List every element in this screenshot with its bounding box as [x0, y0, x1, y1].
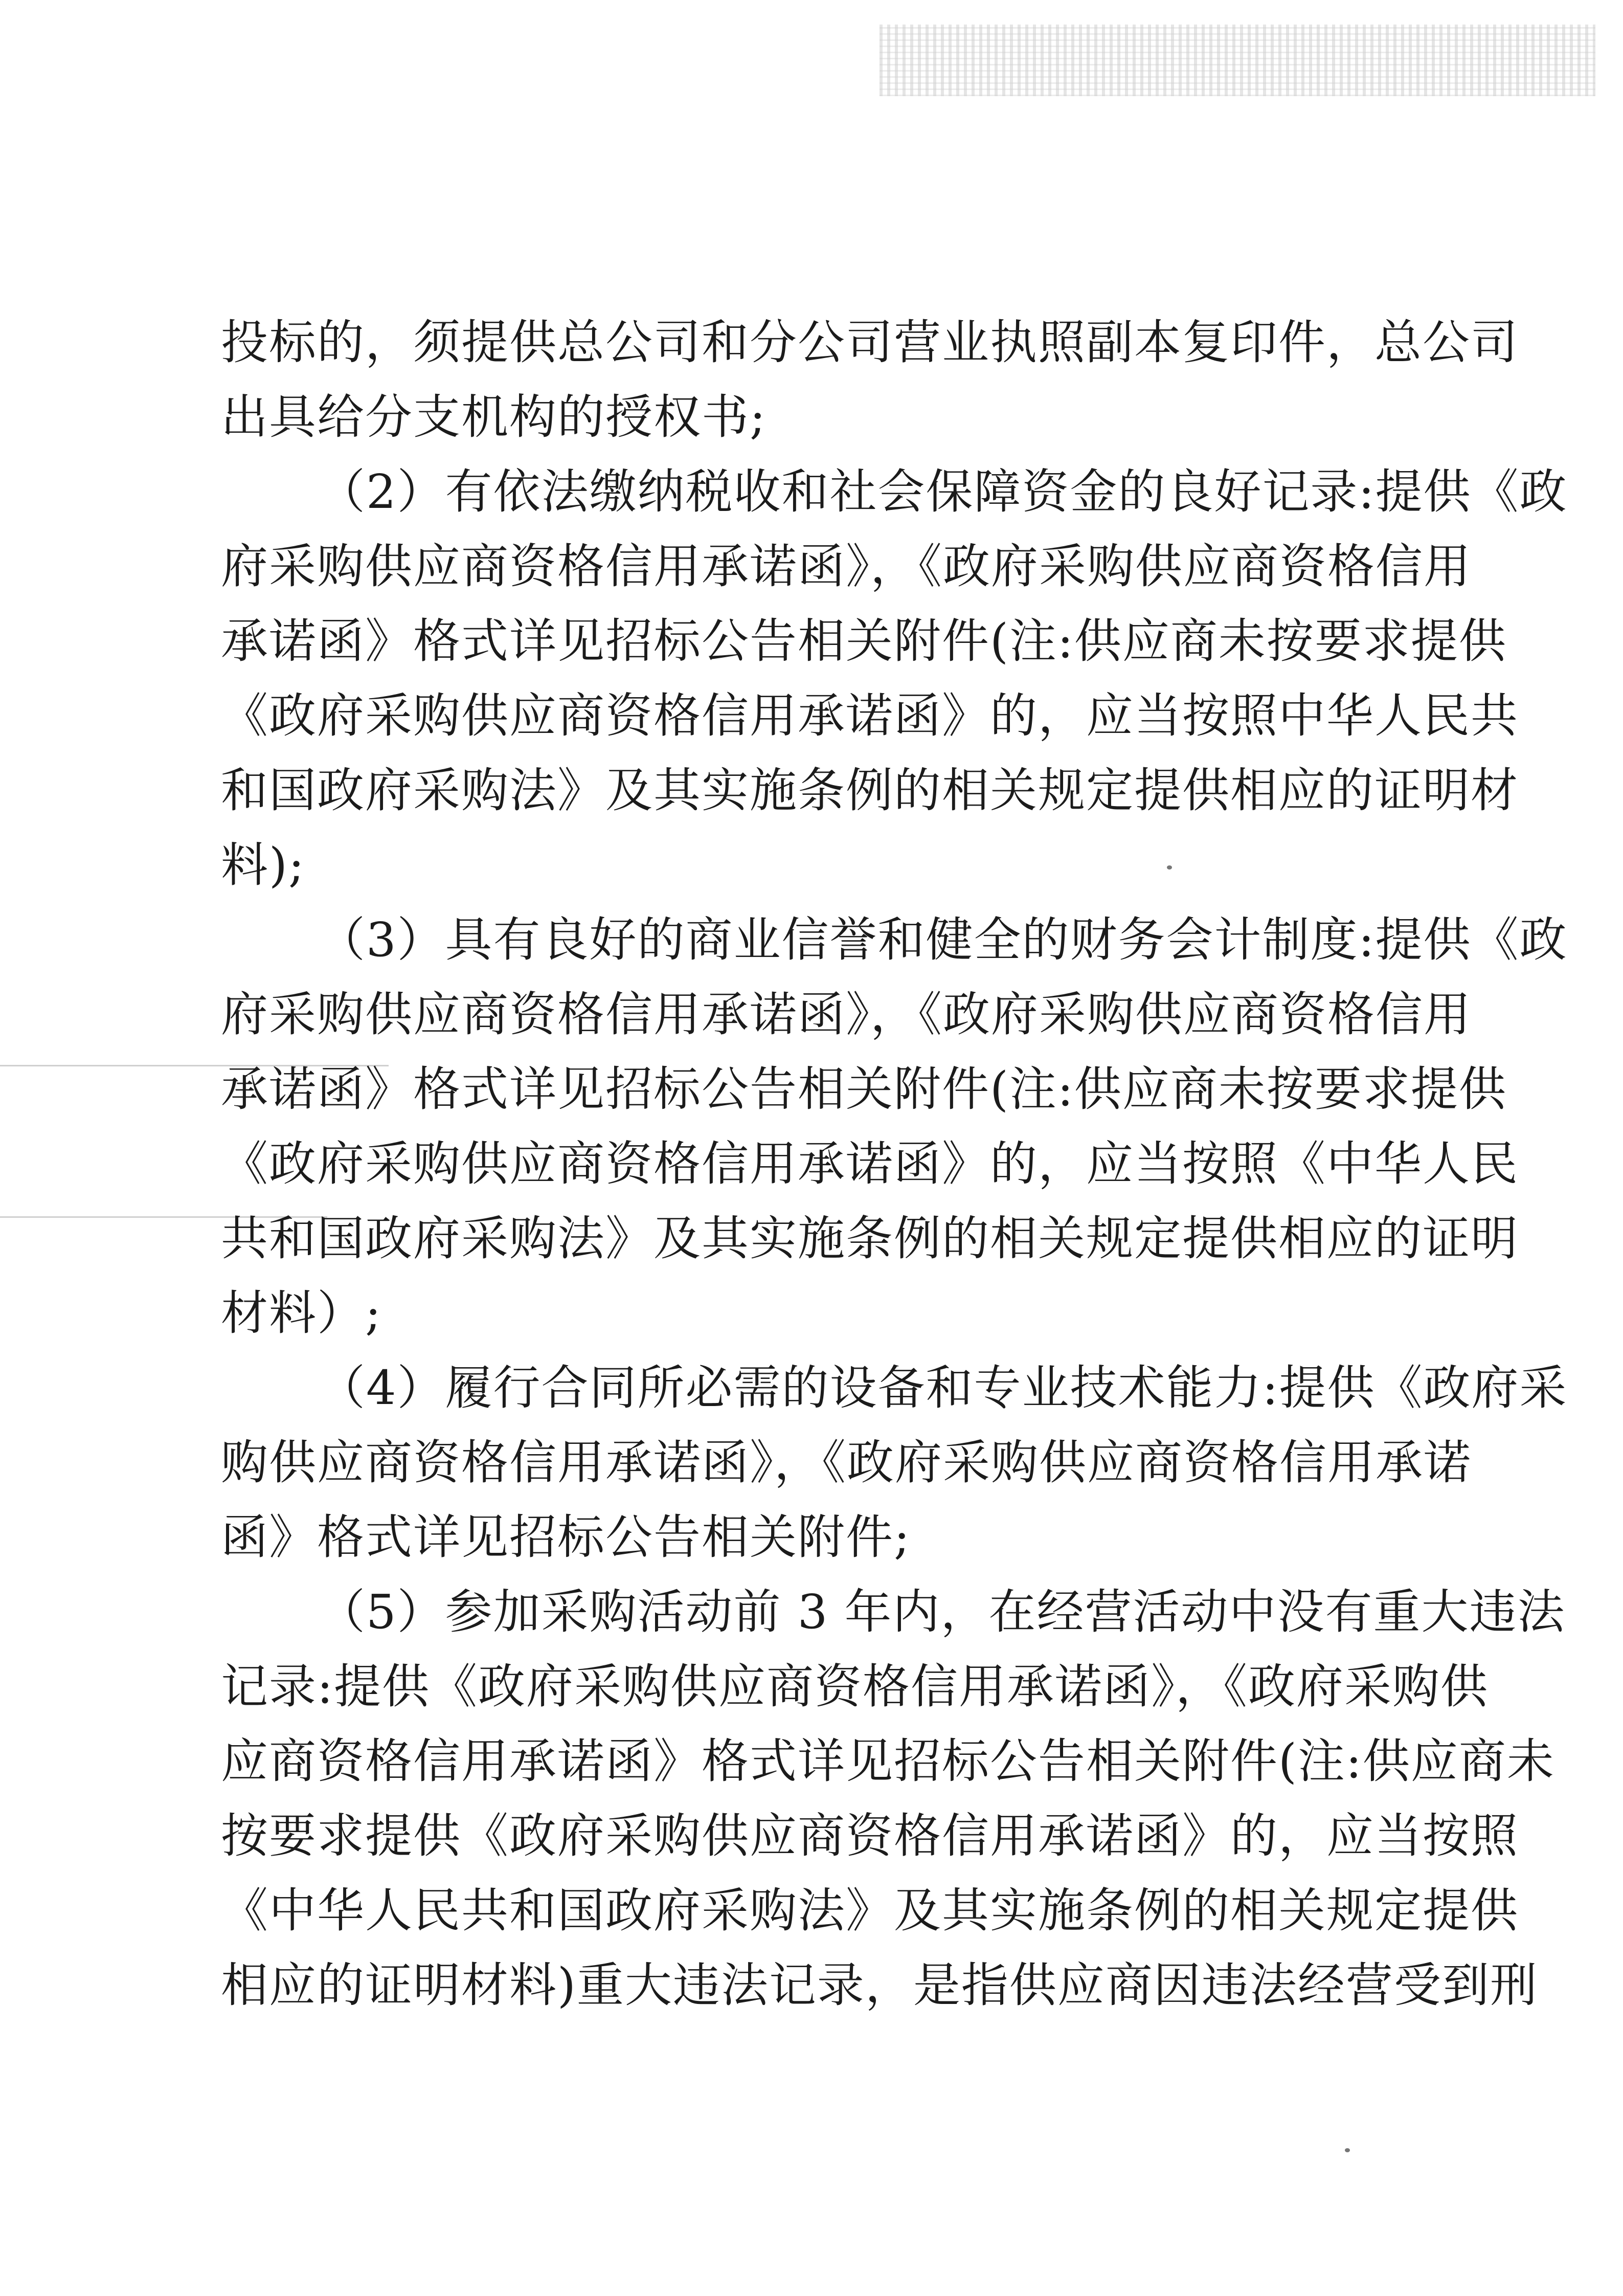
text-line: 按要求提供《政府采购供应商资格信用承诺函》的，应当按照 [221, 1809, 1519, 1863]
text-line: 应商资格信用承诺函》格式详见招标公告相关附件(注:供应商未 [221, 1734, 1555, 1789]
text-line: 出具给分支机构的授权书; [221, 390, 767, 444]
text-line: 府采购供应商资格信用承诺函》，《政府采购供应商资格信用 [221, 987, 1472, 1042]
paragraph-2-start: （2）有依法缴纳税收和社会保障资金的良好记录:提供《政 [318, 464, 1568, 519]
text-line: 府采购供应商资格信用承诺函》，《政府采购供应商资格信用 [221, 539, 1472, 594]
text-line: 投标的，须提供总公司和分公司营业执照副本复印件，总公司 [221, 315, 1519, 370]
text-line: 承诺函》格式详见招标公告相关附件(注:供应商未按要求提供 [221, 1062, 1507, 1117]
text-line: 记录:提供《政府采购供应商资格信用承诺函》，《政府采购供 [221, 1659, 1489, 1714]
text-line: 函》格式详见招标公告相关附件; [221, 1510, 911, 1565]
text-line: 和国政府采购法》及其实施条例的相关规定提供相应的证明材 [221, 763, 1519, 818]
text-line: 承诺函》格式详见招标公告相关附件(注:供应商未按要求提供 [221, 614, 1507, 668]
paragraph-4-start: （4）履行合同所必需的设备和专业技术能力:提供《政府采 [318, 1361, 1568, 1415]
text-line: 料); [221, 838, 305, 893]
text-line: 《政府采购供应商资格信用承诺函》的，应当按照《中华人民 [221, 1136, 1519, 1191]
text-line: 共和国政府采购法》及其实施条例的相关规定提供相应的证明 [221, 1211, 1519, 1266]
text-line: 《政府采购供应商资格信用承诺函》的，应当按照中华人民共 [221, 688, 1519, 743]
text-line: 相应的证明材料)重大违法记录，是指供应商因违法经营受到刑 [221, 1958, 1538, 2013]
text-line: 材料）; [221, 1286, 382, 1341]
text-line: 《中华人民共和国政府采购法》及其实施条例的相关规定提供 [221, 1883, 1519, 1938]
paragraph-5-start: （5）参加采购活动前 3 年内，在经营活动中没有重大违法 [318, 1585, 1566, 1639]
text-line: 购供应商资格信用承诺函》，《政府采购供应商资格信用承诺 [221, 1435, 1472, 1490]
paragraph-3-start: （3）具有良好的商业信誉和健全的财务会计制度:提供《政 [318, 912, 1568, 967]
